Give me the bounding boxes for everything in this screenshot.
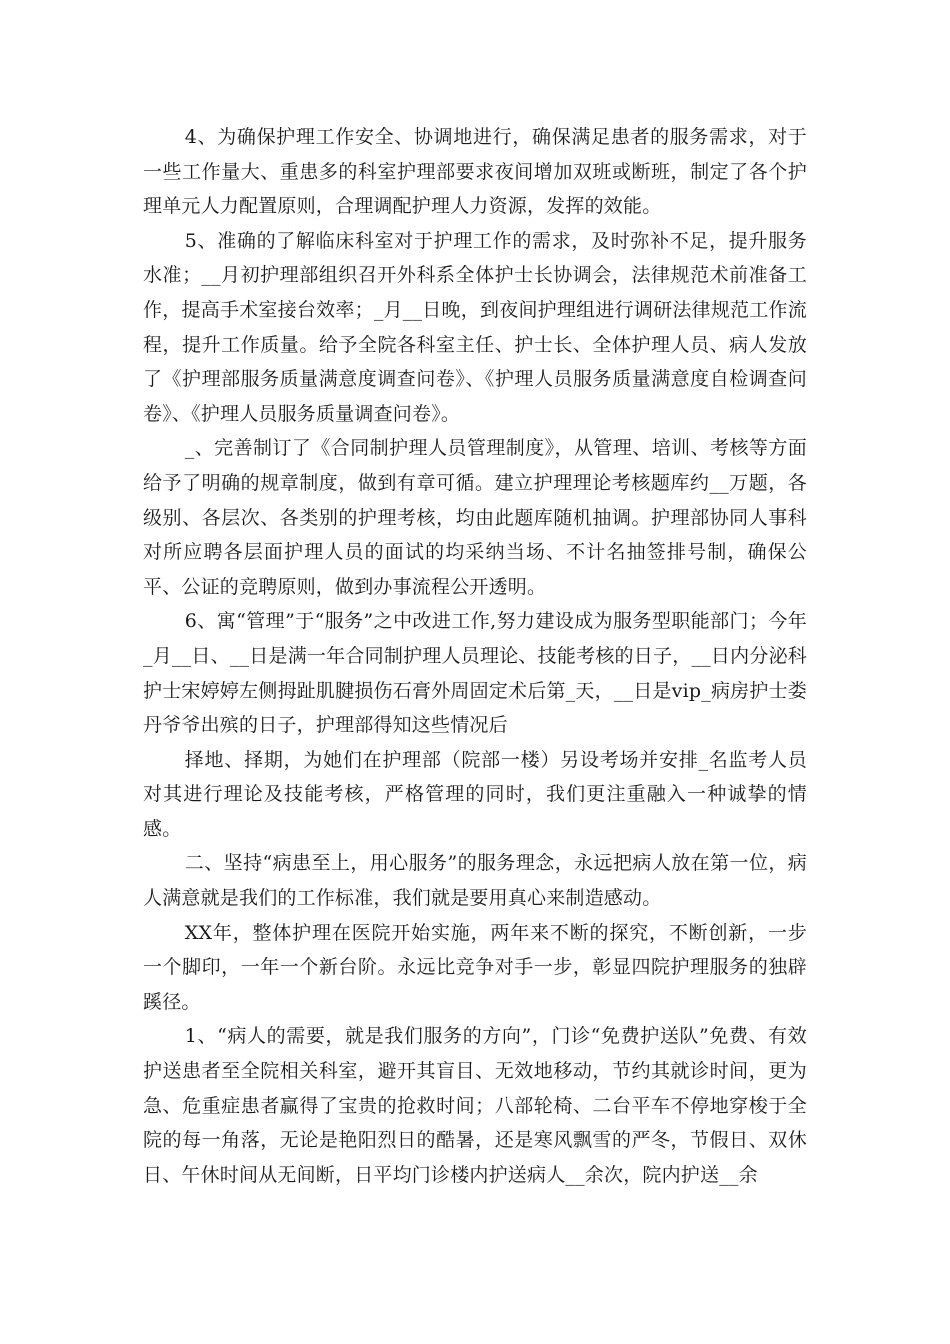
paragraph-holistic-nursing: XX年，整体护理在医院开始实施，两年来不断的探究，不断创新，一步一个脚印，一年一个新台阶。永远比竞争对手一步，彰显四院护理服务的独辟蹊径。 [143,921,807,1013]
document-body [143,120,807,1192]
paragraph-4-staffing: 4、为确保护理工作安全、协调地进行，确保满足患者的服务需求，对于一些工作量大、重患多的科室护理部要求夜间增加双班或断班，制定了各个护理单元人力配置原则，合理调配护理人力资源，发挥的效能。 [143,126,807,218]
paragraph-exam-arrangement: 择地、择期，为她们在护理部（院部一楼）另设考场并安排_名监考人员对其进行理论及技能考核，严格管理的同时，我们更注重融入一种诚挚的情感。 [143,748,807,840]
paragraph-section-2-heading: 二、坚持“病患至上，用心服务”的服务理念，永远把病人放在第一位，病人满意就是我们的工作标准，我们就是要用真心来制造感动。 [143,852,807,910]
paragraph-1-patient-escort: 1、“病人的需要，就是我们服务的方向”，门诊“免费护送队”免费、有效护送患者至全院相关科室，避开其盲目、无效地移动，节约其就诊时间，更为急、危重症患者赢得了宝贵的抢救时间；八部轮椅、二台平车不停地穿梭于全院的每一角落，无论是艳阳烈日的酷暑，还是寒风飘雪的严冬，节假日、双休日、午休时间从无间断，日平均门诊楼内护送病人__余次，院内护送__余 [143,1025,807,1186]
paragraph-contract-staff-rules: _、完善制订了《合同制护理人员管理制度》，从管理、培训、考核等方面给予了明确的规章制度，做到有章可循。建立护理理论考核题库约__万题，各级别、各层次、各类别的护理考核，均由此题库随机抽调。护理部协同人事科对所应聘各层面护理人员的面试的均采纳当场、不计名抽签排号制，确保公平、公证的竞聘原则，做到办事流程公开透明。 [143,437,807,598]
paragraph-6-service-management: 6、寓“管理”于“服务”之中改进工作,努力建设成为服务型职能部门；今年_月__日、__日是满一年合同制护理人员理论、技能考核的日子，__日内分泌科护士宋婷婷左侧拇趾肌腱损伤石膏外周固定术后第_天，__日是vip_病房护士娄丹爷爷出殡的日子，护理部得知这些情况后 [143,610,807,737]
paragraph-5-clinical-needs: 5、准确的了解临床科室对于护理工作的需求，及时弥补不足，提升服务水准；__月初护理部组织召开外科系全体护士长协调会，法律规范术前准备工作，提高手术室接台效率；_月__日晚，到夜间护理组进行调研法律规范工作流程，提升工作质量。给予全院各科室主任、护士长、全体护理人员、病人发放了《护理部服务质量满意度调查问卷》、《护理人员服务质量满意度自检调查问卷》、《护理人员服务质量调查问卷》。 [143,229,807,425]
